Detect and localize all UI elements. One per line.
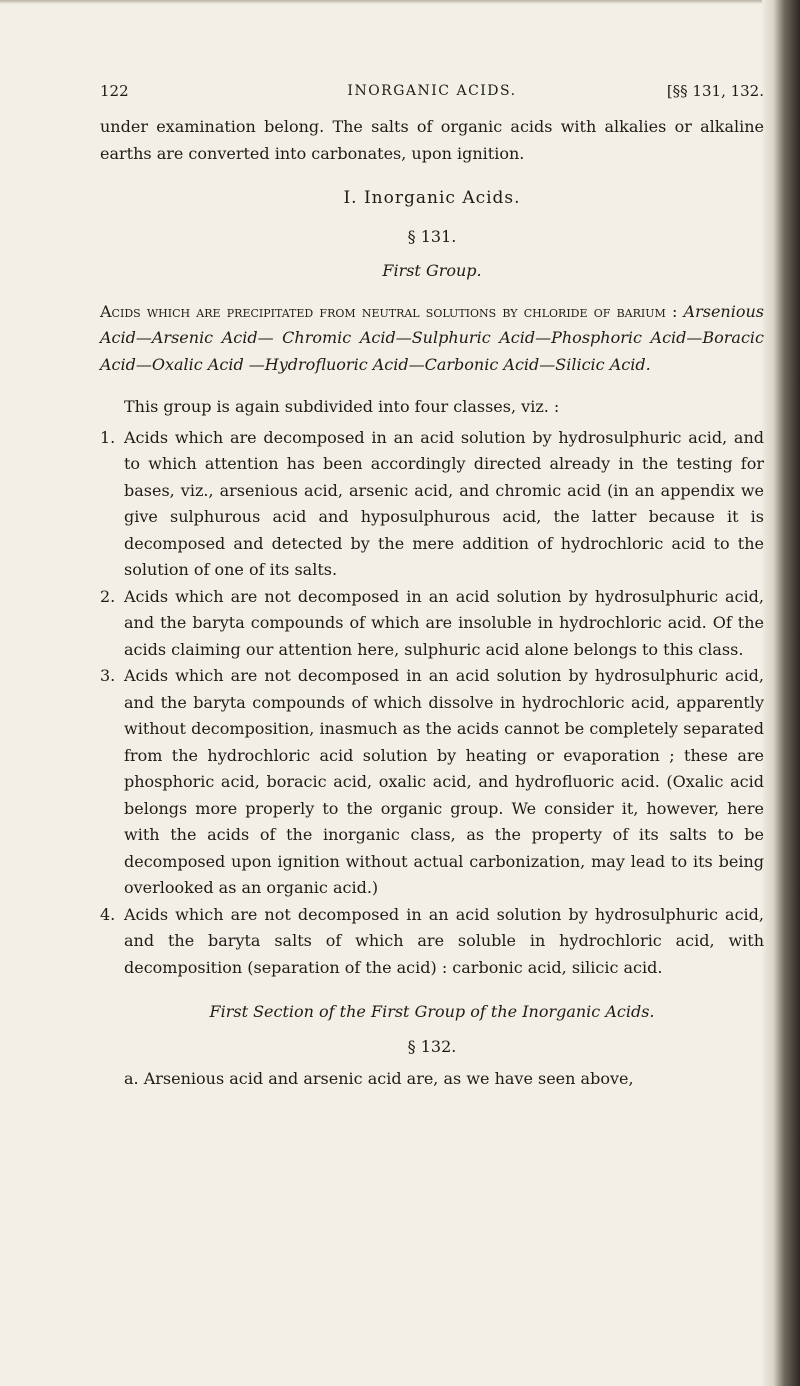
class-item	[100, 425, 764, 584]
class-item	[100, 584, 764, 664]
class-text: Acids which are not decomposed in an acid solution by hydrosulphuric acid, and the baryta salts of which are soluble in hydrochloric acid, with decomposition (separation of the acid) : carbonic acid, silicic acid.	[124, 904, 764, 977]
class-text: Acids which are not decomposed in an acid solution by hydrosulphuric acid, and the baryta compounds of which are insoluble in hydrochloric acid. Of the acids claiming our attention here, sulphuric acid alone belongs to this class.	[124, 586, 764, 659]
subdivision-intro: This group is again subdivided into four classes, viz. :	[124, 397, 560, 416]
lead-paragraph: under examination belong. The salts of organic acids with alkalies or alkaline earths are converted into carbonates, upon ignition.	[100, 117, 764, 163]
class-item	[100, 663, 764, 902]
group-caption: Acids which are precipitated from neutral solutions by chloride of barium :	[100, 301, 678, 321]
section-reference: [§§ 131, 132.	[666, 82, 764, 100]
class-number: 4.	[100, 904, 116, 924]
class-number: 2.	[100, 586, 116, 606]
page-header	[100, 78, 764, 102]
class-list	[100, 425, 764, 982]
section-131-heading: § 131.	[407, 226, 457, 246]
class-number: 1.	[100, 427, 116, 447]
running-title: INORGANIC ACIDS.	[347, 83, 517, 99]
page-number: 122	[100, 82, 129, 100]
class-number: 3.	[100, 666, 116, 685]
subsection-title: First Section of the First Group of the Inorganic Acids.	[209, 1002, 655, 1021]
class-text: Acids which are decomposed in an acid solution by hydrosulphuric acid, and to which attention has been accordingly directed already in the testing for bases, viz., arsenious acid, arsenic acid, and chromic acid (in an appendix we give sulphurous acid and hyposulphurous acid, the latter because it is decomposed and detected by the mere addition of hydrochloric acid to the solution of one of its salts.	[124, 427, 764, 579]
group-lead-paragraph	[100, 299, 764, 379]
group-acid-list: Arsenious Acid—Arsenic Acid— Chromic Acid—Sulphuric Acid—Phosphoric Acid—Boracic Acid—Oxalic Acid —Hydrofluoric Acid—Carbonic Acid—Silicic Acid.	[100, 301, 764, 374]
section-132-heading: § 132.	[407, 1036, 457, 1056]
book-page	[100, 78, 764, 1093]
part-title: I. Inorganic Acids.	[343, 188, 521, 208]
page-top-shadow	[0, 0, 800, 4]
page-edge-shadow	[762, 0, 800, 1386]
final-paragraph: a. Arsenious acid and arsenic acid are, as we have seen above,	[124, 1069, 634, 1088]
class-item	[100, 902, 764, 982]
class-text: Acids which are not decomposed in an acid solution by hydrosulphuric acid, and the baryta compounds of which dissolve in hydrochloric acid, apparently without decomposition, inasmuch as the acids cannot be completely separated from the hydrochloric acid solution by heating or evaporation ; these are phosphoric acid, boracic acid, oxalic acid, and hydrofluoric acid. (Oxalic acid belongs more properly to the organic group. We consider it, however, here with the acids of the inorganic class, as the property of its salts to be decomposed upon ignition without actual carbonization, may lead to its being overlooked as an organic acid.)	[124, 666, 764, 897]
group-title: First Group.	[382, 261, 482, 280]
